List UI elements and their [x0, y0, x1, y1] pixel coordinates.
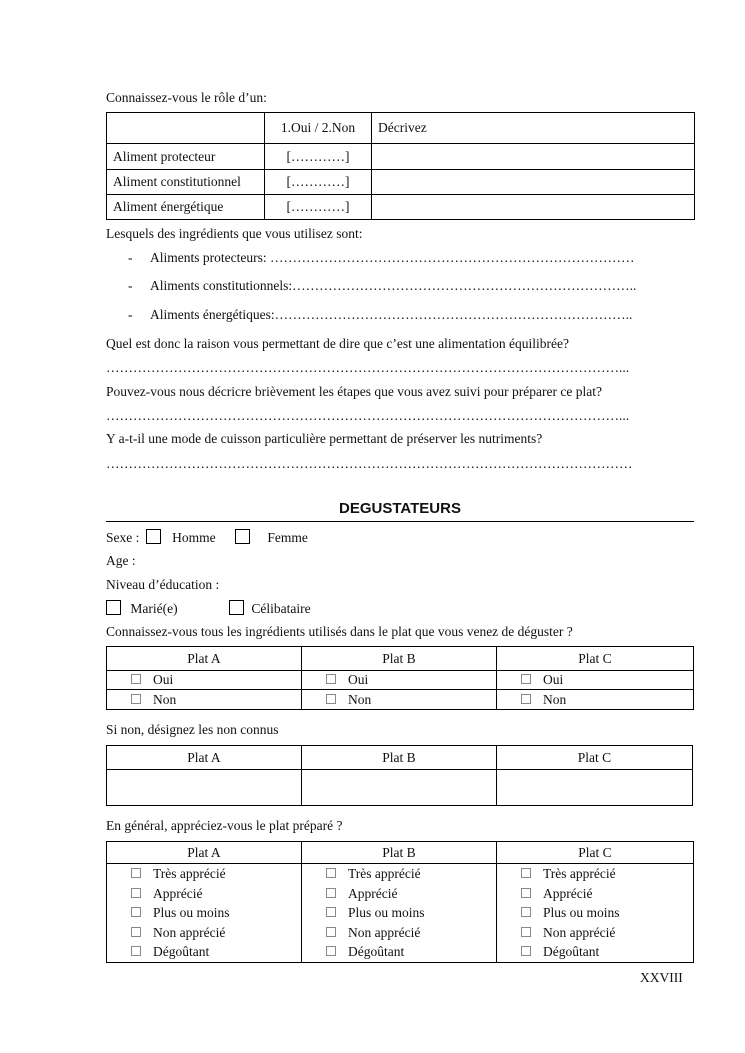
option-oui[interactable]: Oui [497, 671, 693, 689]
option-tres-apprecie[interactable]: Très apprécié [497, 864, 693, 884]
role-row-description[interactable] [372, 195, 695, 220]
option-non-apprecie[interactable]: Non apprécié [497, 923, 693, 943]
plat-c-header: Plat C [497, 842, 694, 864]
role-table-header-answer: 1.Oui / 2.Non [265, 113, 372, 144]
role-row-answer[interactable]: […………] [265, 170, 372, 195]
checkbox[interactable] [131, 694, 141, 704]
role-table [106, 112, 695, 220]
option-plus-ou-moins[interactable]: Plus ou moins [107, 903, 301, 923]
role-row-description[interactable] [372, 144, 695, 170]
option-non-apprecie[interactable]: Non apprécié [302, 923, 496, 943]
checkbox[interactable] [521, 907, 531, 917]
ingredient-line-energetiques: - Aliments énergétiques:…………………………………………………………………….. [128, 307, 633, 322]
question-ingredients-connus: Connaissez-vous tous les ingrédients utilisés dans le plat que vous venez de déguster ? [106, 624, 573, 639]
plat-a-yesno-cell [107, 690, 302, 710]
role-row-label: Aliment énergétique [107, 195, 265, 220]
plat-b-yesno-cell [302, 690, 497, 710]
checkbox[interactable] [521, 694, 531, 704]
option-non[interactable]: Non [107, 691, 301, 709]
plat-b-appreciation-cell [302, 864, 497, 963]
option-apprecie[interactable]: Apprécié [497, 884, 693, 904]
checkbox[interactable] [131, 907, 141, 917]
option-apprecie[interactable]: Apprécié [302, 884, 496, 904]
option-tres-apprecie[interactable]: Très apprécié [302, 864, 496, 884]
role-row-description[interactable] [372, 170, 695, 195]
role-row-label: Aliment constitutionnel [107, 170, 265, 195]
option-tres-apprecie[interactable]: Très apprécié [107, 864, 301, 884]
plat-a-header: Plat A [107, 746, 302, 770]
celibataire-checkbox[interactable] [229, 600, 244, 615]
role-table-header-describe: Décrivez [372, 113, 695, 144]
celibataire-label: Célibataire [251, 601, 311, 616]
page-number: XXVIII [640, 970, 683, 985]
plat-c-unknown-input[interactable] [497, 770, 693, 806]
femme-checkbox[interactable] [235, 529, 250, 544]
plat-c-header: Plat C [497, 647, 694, 671]
answer-line-etapes[interactable]: ……………………………………………………………………………………………………... [106, 408, 630, 423]
plat-c-appreciation-cell [497, 864, 694, 963]
checkbox[interactable] [326, 888, 336, 898]
checkbox[interactable] [131, 888, 141, 898]
plat-b-yesno-cell [302, 671, 497, 690]
plat-c-header: Plat C [497, 746, 693, 770]
role-row-answer[interactable]: […………] [265, 144, 372, 170]
plat-a-header: Plat A [107, 842, 302, 864]
ingredients-question: Lesquels des ingrédients que vous utilisez sont: [106, 226, 363, 241]
checkbox[interactable] [326, 946, 336, 956]
question-etapes: Pouvez-vous nous décricre brièvement les étapes que vous avez suivi pour préparer ce plat? [106, 384, 602, 399]
homme-checkbox[interactable] [146, 529, 161, 544]
option-non[interactable]: Non [497, 691, 693, 709]
ingredient-line-protecteurs: - Aliments protecteurs: ……………………………………………………………………… [128, 250, 635, 265]
checkbox[interactable] [521, 927, 531, 937]
checkbox[interactable] [521, 946, 531, 956]
plat-c-yesno-cell [497, 690, 694, 710]
question-non-connus: Si non, désignez les non connus [106, 722, 279, 737]
checkbox[interactable] [326, 907, 336, 917]
plat-b-header: Plat B [302, 647, 497, 671]
unknown-ingredients-table [106, 745, 693, 806]
checkbox[interactable] [521, 868, 531, 878]
ingredient-line-constitutionnels: - Aliments constitutionnels:………………………………………………………………….. [128, 278, 637, 293]
plat-c-yesno-cell [497, 671, 694, 690]
plat-a-appreciation-cell [107, 864, 302, 963]
plat-a-unknown-input[interactable] [107, 770, 302, 806]
role-row-answer[interactable]: […………] [265, 195, 372, 220]
option-plus-ou-moins[interactable]: Plus ou moins [497, 903, 693, 923]
option-degoutant[interactable]: Dégoûtant [302, 942, 496, 962]
section-title-degustateurs: DEGUSTATEURS [339, 500, 461, 517]
marie-label: Marié(e) [130, 601, 178, 616]
checkbox[interactable] [131, 674, 141, 684]
age-label: Age : [106, 553, 136, 568]
ingredient-text: Aliments protecteurs: ……………………………………………………………………… [150, 250, 635, 265]
question-appreciation: En général, appréciez-vous le plat préparé ? [106, 818, 343, 833]
option-non[interactable]: Non [302, 691, 496, 709]
homme-label: Homme [172, 530, 216, 545]
niveau-label: Niveau d’éducation : [106, 577, 220, 592]
ingredient-text: Aliments énergétiques:…………………………………………………………………….. [150, 307, 633, 322]
answer-line-equilibree[interactable]: ……………………………………………………………………………………………………... [106, 360, 630, 375]
checkbox[interactable] [326, 694, 336, 704]
checkbox[interactable] [326, 868, 336, 878]
sexe-label: Sexe : [106, 530, 140, 545]
plat-b-header: Plat B [302, 746, 497, 770]
ingredient-text: Aliments constitutionnels:………………………………………………………………….. [150, 278, 637, 293]
femme-label: Femme [267, 530, 308, 545]
role-table-header-empty [107, 113, 265, 144]
checkbox[interactable] [521, 674, 531, 684]
checkbox[interactable] [131, 946, 141, 956]
ingredients-known-table [106, 646, 694, 710]
answer-line-cuisson[interactable]: ……………………………………………………………………………………………………… [106, 456, 633, 471]
plat-a-yesno-cell [107, 671, 302, 690]
sexe-row [106, 529, 308, 546]
option-apprecie[interactable]: Apprécié [107, 884, 301, 904]
question-cuisson: Y a-t-il une mode de cuisson particulière permettant de préserver les nutriments? [106, 431, 543, 446]
checkbox[interactable] [326, 674, 336, 684]
plat-a-header: Plat A [107, 647, 302, 671]
role-question: Connaissez-vous le rôle d’un: [106, 90, 267, 105]
option-degoutant[interactable]: Dégoûtant [107, 942, 301, 962]
title-underline [106, 521, 694, 522]
plat-b-header: Plat B [302, 842, 497, 864]
option-non-apprecie[interactable]: Non apprécié [107, 923, 301, 943]
plat-b-unknown-input[interactable] [302, 770, 497, 806]
role-row-label: Aliment protecteur [107, 144, 265, 170]
option-oui[interactable]: Oui [302, 671, 496, 689]
etat-civil-row [106, 600, 311, 617]
marie-checkbox[interactable] [106, 600, 121, 615]
option-oui[interactable]: Oui [107, 671, 301, 689]
option-degoutant[interactable]: Dégoûtant [497, 942, 693, 962]
option-plus-ou-moins[interactable]: Plus ou moins [302, 903, 496, 923]
checkbox[interactable] [326, 927, 336, 937]
checkbox[interactable] [131, 927, 141, 937]
question-equilibree: Quel est donc la raison vous permettant de dire que c’est une alimentation équilibrée? [106, 336, 569, 351]
appreciation-table [106, 841, 694, 963]
checkbox[interactable] [131, 868, 141, 878]
checkbox[interactable] [521, 888, 531, 898]
